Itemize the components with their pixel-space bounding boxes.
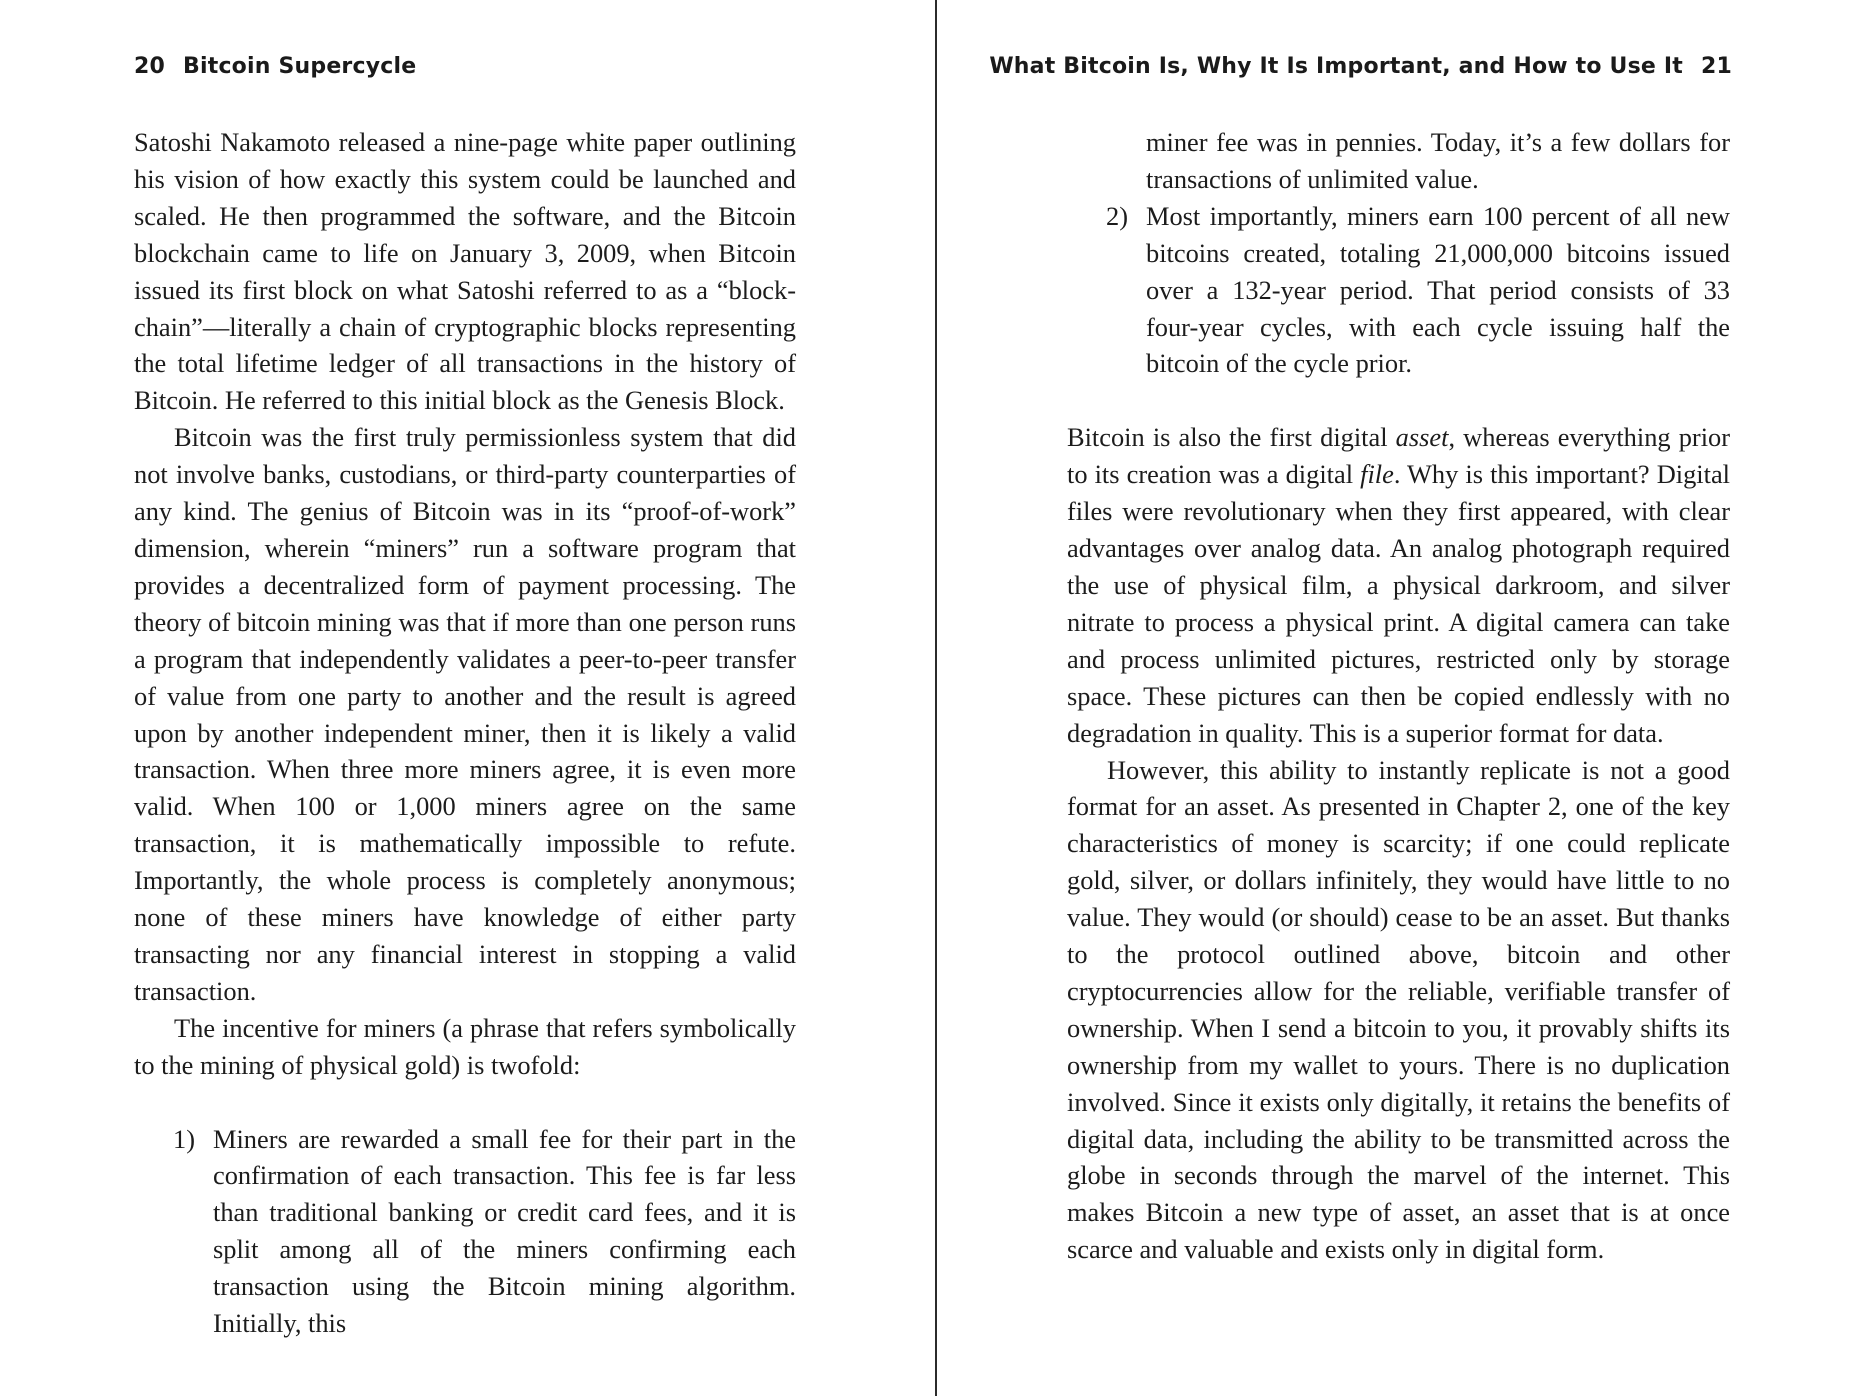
- left-paragraph-2: Bitcoin was the first truly permissionless system that did not involve banks, custodians, or third-party counterparties of any kind. The genius of Bitcoin was in its “proof-of-work” dimension, wherein “miners” run a software program that provides a decentralized form of payment processing. The theory of bitcoin mining was that if more than one person runs a program that independently validates a peer-to-peer transfer of value from one party to another and the result is agreed upon by another independent miner, then it is likely a valid transaction. When three more miners agree, it is even more valid. When 100 or 1,000 miners agree on the same transaction, it is mathematically impossible to refute. Importantly, the whole process is completely anonymous; none of these miners have knowledge of either party transacting nor any financial interest in stopping a valid transaction.: [134, 422, 796, 1006]
- book-title: Bitcoin Supercycle: [183, 54, 417, 79]
- list-item-1: [134, 1121, 796, 1342]
- right-paragraph-1-part-3: . Why is this important? Digital files were revolutionary when they first appeared, with clear advantages over analog data. An analog photograph required the use of physical film, a physical darkroom, and silver nitrate to process a physical print. A digital camera can take and process unlimited pictures, restricted only by storage space. These pictures can then be copied endlessly with no degradation in quality. This is a superior format for data.: [1067, 459, 1730, 748]
- list-item-2: [1067, 198, 1730, 383]
- italic-file: file: [1360, 459, 1394, 490]
- left-body-text: [134, 124, 796, 1342]
- list-item-1-continued: miner fee was in pennies. Today, it’s a few dollars for transactions of unlimited value.: [1146, 127, 1730, 194]
- chapter-title: What Bitcoin Is, Why It Is Important, and How to Use It: [989, 54, 1683, 79]
- list-number-2: 2): [1106, 200, 1128, 231]
- left-running-head: [134, 52, 416, 82]
- italic-asset: asset: [1395, 422, 1449, 453]
- right-paragraph-2: However, this ability to instantly replicate is not a good format for an asset. As presented in Chapter 2, one of the key characteristics of money is scarcity; if one could replicate gold, silver, or dollars infinitely, they would have little to no value. They would (or should) cease to be an asset. But thanks to the protocol outlined above, bitcoin and other cryptocurrencies allow for the reliable, verifiable transfer of ownership. When I send a bitcoin to you, it provably shifts its ownership from my wallet to yours. There is no duplication involved. Since it exists only digitally, it retains the benefits of digital data, including the ability to be transmitted across the globe in seconds through the marvel of the internet. This makes Bitcoin a new type of asset, an asset that is at once scarce and valuable and exists only in digital form.: [1067, 754, 1730, 1265]
- left-paragraph-3: The incentive for miners (a phrase that refers symbolically to the mining of physical gold) is twofold:: [134, 1012, 796, 1080]
- left-paragraph-1: Satoshi Nakamoto released a nine-page white paper outlining his vision of how exactly this system could be launched and scaled. He then programmed the software, and the Bitcoin blockchain came to life on January 3, 2009, when Bitcoin issued its first block on what Satoshi referred to as a “block-chain”—literally a chain of cryptographic blocks representing the total lifetime ledger of all transactions in the history of Bitcoin. He referred to this initial block as the Genesis Block.: [134, 127, 796, 416]
- right-paragraph-1-part-2: , whereas everything prior to its creation was a digital: [1067, 422, 1731, 490]
- right-body-text: [1067, 124, 1730, 1268]
- list-number-1: 1): [173, 1123, 195, 1154]
- right-page: [938, 0, 1862, 1396]
- right-page-number: 21: [1700, 54, 1732, 79]
- right-paragraph-1: [1067, 419, 1730, 751]
- left-page-number: 20: [134, 54, 166, 79]
- list-item-1-text: Miners are rewarded a small fee for their part in the confirmation of each transaction. This fee is far less than traditional banking or credit card fees, and it is split among all of the miners confirming each transaction using the Bitcoin mining algorithm. Initially, this: [213, 1123, 796, 1339]
- right-running-head: [989, 52, 1732, 82]
- list-item-2-text: Most importantly, miners earn 100 percent of all new bitcoins created, totaling 21,000,000 bitcoins issued over a 132-year period. That period consists of 33 four-year cycles, with each cycle issuing half the bitcoin of the cycle prior.: [1146, 200, 1730, 379]
- book-spine-divider: [935, 0, 937, 1396]
- right-paragraph-1-part-1: Bitcoin is also the first digital: [1067, 422, 1396, 453]
